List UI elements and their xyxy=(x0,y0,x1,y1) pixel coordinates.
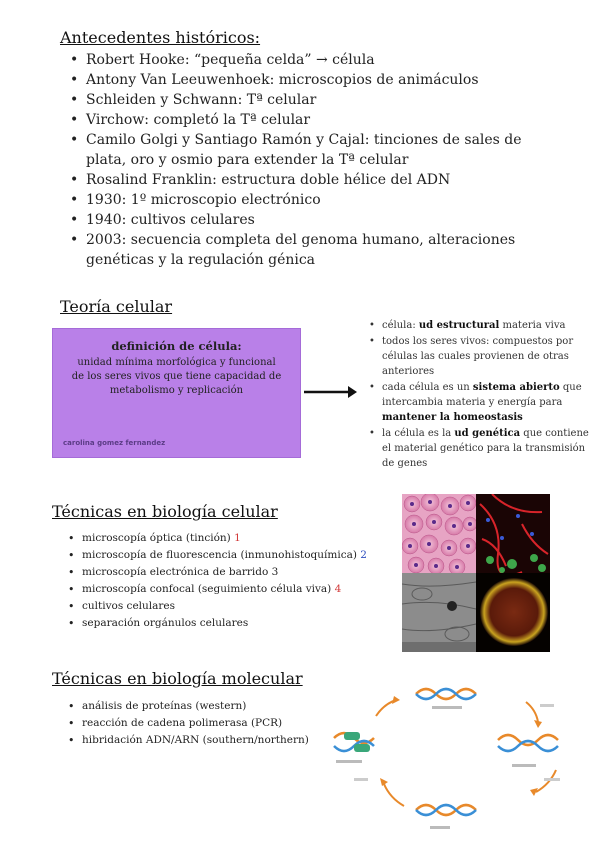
list-item: • microscopía de fluorescencia (inmunohistoquímica) 2 xyxy=(64,547,394,564)
list-item: • microscopía confocal (seguimiento célula viva) 4 xyxy=(64,581,394,598)
card-title: definición de célula: xyxy=(111,339,242,353)
list-item: • reacción de cadena polimerasa (PCR) xyxy=(64,715,334,732)
list-item: • 1930: 1º microscopio electrónico xyxy=(64,190,534,210)
section-title-historia: Antecedentes históricos: xyxy=(60,28,261,47)
microscopy-image-grid xyxy=(402,494,550,652)
electron-microscopy-image xyxy=(402,573,476,652)
celular-list xyxy=(64,530,394,632)
dna-helix-left xyxy=(334,732,374,752)
list-item: • todos los seres vivos: compuestos por células las cuales provienen de otras anteriores xyxy=(366,334,590,379)
list-item: • Rosalind Franklin: estructura doble hélice del ADN xyxy=(64,170,534,190)
list-item: • célula: ud estructural materia viva xyxy=(366,318,590,333)
card-author: carolina gomez fernandez xyxy=(63,439,166,447)
list-item: • Camilo Golgi y Santiago Ramón y Cajal: tinciones de sales de plata, oro y osmio para extender la Tª celular xyxy=(64,130,534,170)
section-title-teoria: Teoría celular xyxy=(60,297,173,316)
list-item: • 1940: cultivos celulares xyxy=(64,210,534,230)
list-item: • microscopía electrónica de barrido 3 xyxy=(64,564,394,581)
teoria-points xyxy=(366,318,590,472)
list-item: • Virchow: completó la Tª celular xyxy=(64,110,534,130)
list-item: • separación orgánulos celulares xyxy=(64,615,394,632)
definition-card xyxy=(52,328,301,458)
list-item: • Robert Hooke: “pequeña celda” → célula xyxy=(64,50,534,70)
dna-helix-right xyxy=(498,735,558,751)
section-title-molecular: Técnicas en biología molecular xyxy=(52,669,303,688)
molecular-list xyxy=(64,698,334,749)
list-item: • la célula es la ud genética que contiene el material genético para la transmisión de genes xyxy=(366,426,590,471)
historia-list xyxy=(64,50,534,270)
pcr-cycle-diagram xyxy=(330,680,592,840)
list-item: • hibridación ADN/ARN (southern/northern) xyxy=(64,732,334,749)
dna-helix-bottom xyxy=(416,805,476,815)
section-title-celular: Técnicas en biología celular xyxy=(52,502,278,521)
confocal-microscopy-image xyxy=(476,573,550,652)
arrow-right-icon xyxy=(304,384,358,400)
list-item: • 2003: secuencia completa del genoma humano, alteraciones genéticas y la regulación génica xyxy=(64,230,534,270)
list-item: • cada célula es un sistema abierto que intercambia materia y energía para mantener la homeostasis xyxy=(366,380,590,425)
list-item: • cultivos celulares xyxy=(64,598,394,615)
optical-microscopy-image xyxy=(402,494,477,575)
list-item: • análisis de proteínas (western) xyxy=(64,698,334,715)
fluorescence-microscopy-image xyxy=(476,494,550,575)
list-item: • Schleiden y Schwann: Tª celular xyxy=(64,90,534,110)
card-body: unidad mínima morfológica y funcional de los seres vivos que tiene capacidad de metabolismo y replicación xyxy=(71,357,282,396)
dna-helix-top xyxy=(416,689,476,699)
list-item: • Antony Van Leeuwenhoek: microscopios de animáculos xyxy=(64,70,534,90)
list-item: • microscopía óptica (tinción) 1 xyxy=(64,530,394,547)
